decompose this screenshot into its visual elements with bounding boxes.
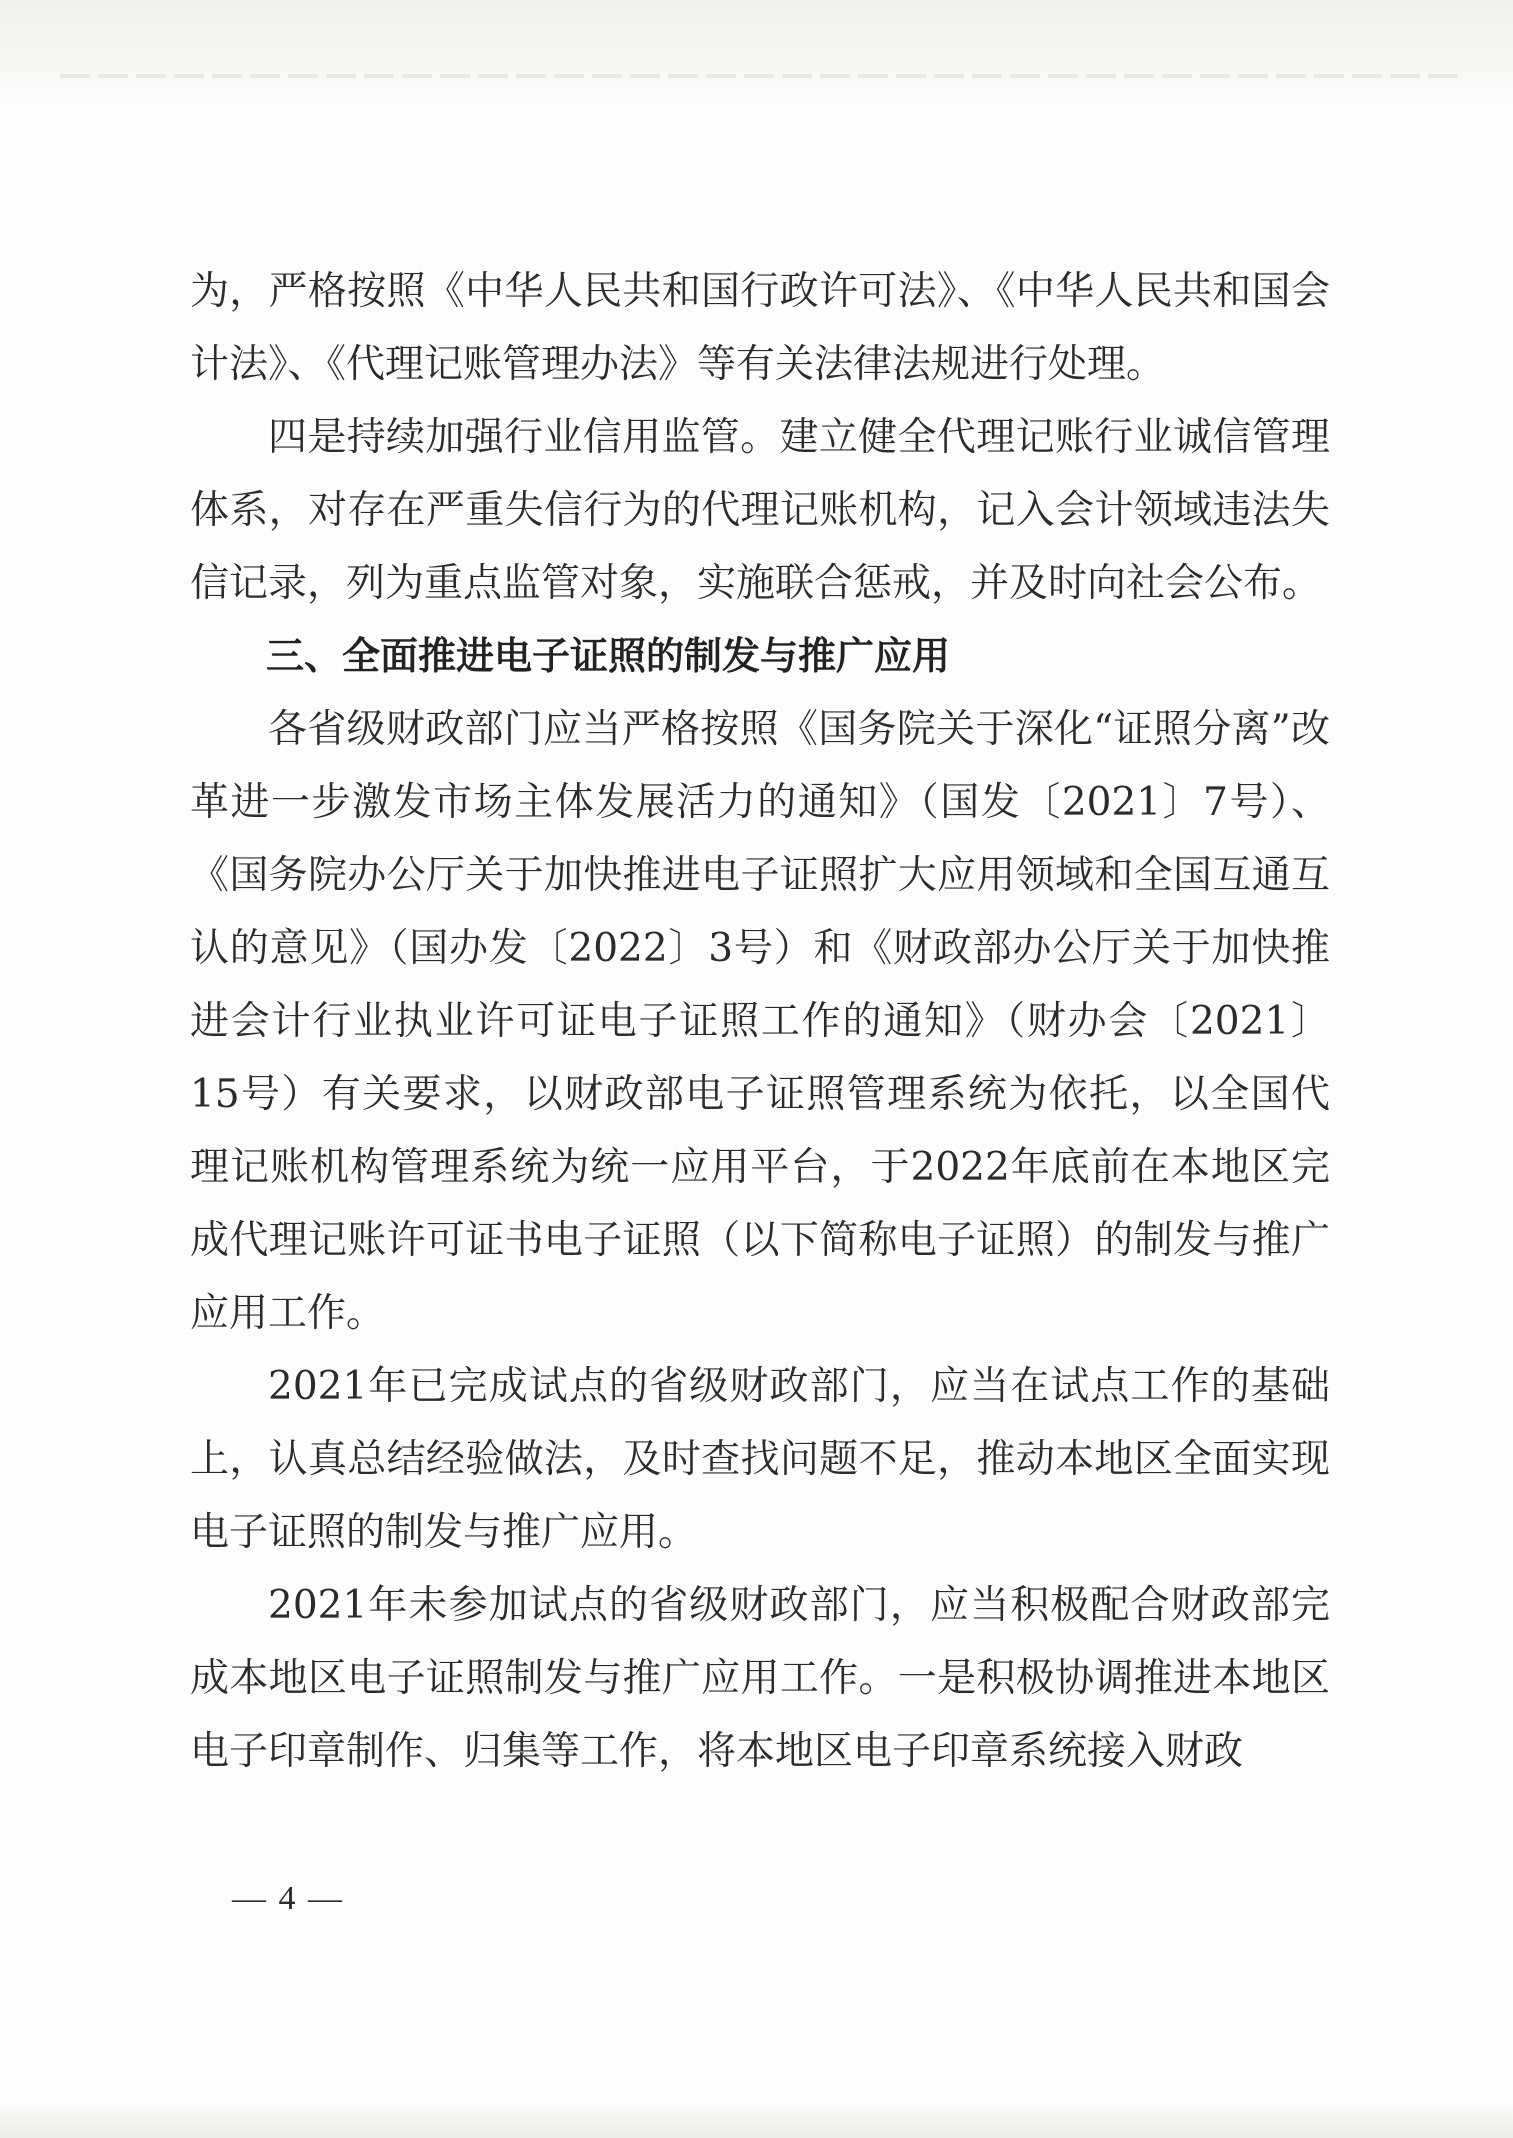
paragraph-electronic-license: 各省级财政部门应当严格按照《国务院关于深化“证照分离”改革进一步激发市场主体发展活力的通知》（国发〔2021〕7号）、《国务院办公厅关于加快推进电子证照扩大应用领域和全国互通互认的意见》（国办发〔2022〕3号）和《财政部办公厅关于加快推进会计行业执业许可证电子证照工作的通知》（财办会〔2021〕15号）有关要求，以财政部电子证照管理系统为依托，以全国代理记账机构管理系统为统一应用平台，于2022年底前在本地区完成代理记账许可证书电子证照（以下简称电子证照）的制发与推广应用工作。 <box>190 707 1330 1336</box>
paragraph-pilot-completed: 2021年已完成试点的省级财政部门，应当在试点工作的基础上，认真总结经验做法，及时查找问题不足，推动本地区全面实现电子证照的制发与推广应用。 <box>190 1364 1330 1555</box>
paragraph-credit-supervision: 四是持续加强行业信用监管。建立健全代理记账行业诚信管理体系，对存在严重失信行为的代理记账机构，记入会计领域违法失信记录，列为重点监管对象，实施联合惩戒，并及时向社会公布。 <box>190 415 1330 606</box>
scan-shadow-top <box>0 0 1513 110</box>
scan-artifact-line <box>60 74 1460 78</box>
scan-shadow-bottom <box>0 2100 1513 2138</box>
document-body <box>190 255 1330 1788</box>
paragraph-continuation: 为，严格按照《中华人民共和国行政许可法》、《中华人民共和国会计法》、《代理记账管理办法》等有关法律法规进行处理。 <box>190 269 1330 387</box>
paragraph-pilot-not-participated: 2021年未参加试点的省级财政部门，应当积极配合财政部完成本地区电子证照制发与推广应用工作。一是积极协调推进本地区电子印章制作、归集等工作，将本地区电子印章系统接入财政 <box>190 1583 1330 1774</box>
page-number: — 4 — <box>232 1880 344 1917</box>
section-heading: 三、全面推进电子证照的制发与推广应用 <box>266 634 951 678</box>
